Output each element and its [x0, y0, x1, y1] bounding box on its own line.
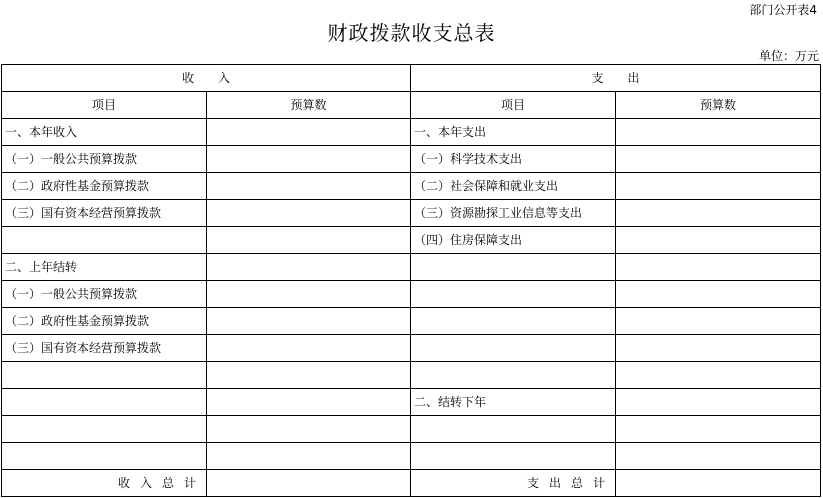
table-body [2, 65, 821, 119]
expense-item-cell [411, 254, 616, 281]
section-header-row [2, 65, 821, 92]
document-title: 财政拨款收支总表 [327, 21, 496, 45]
expense-budget-cell [616, 173, 821, 200]
table-row [2, 281, 821, 308]
income-item-cell [2, 362, 207, 389]
income-item-cell: （一）一般公共预算拨款 [2, 281, 207, 308]
expense-budget-cell [616, 200, 821, 227]
income-item-cell [2, 416, 207, 443]
income-item-cell: 二、上年结转 [2, 254, 207, 281]
table-row [2, 416, 821, 443]
expense-total-text: 支出总计 [527, 476, 616, 490]
expense-item-header: 项目 [411, 92, 616, 119]
expense-item-cell: （四）住房保障支出 [411, 227, 616, 254]
income-budget-cell [207, 227, 411, 254]
total-row [2, 470, 821, 497]
expense-item-cell: 二、结转下年 [411, 389, 616, 416]
expense-budget-cell [616, 146, 821, 173]
unit-label: 单位：万元 [758, 49, 819, 63]
expense-item-cell: （二）社会保障和就业支出 [411, 173, 616, 200]
table-row [2, 362, 821, 389]
income-total-label [2, 470, 207, 497]
expense-budget-cell [616, 281, 821, 308]
income-item-cell [2, 227, 207, 254]
table-row [2, 146, 821, 173]
expense-budget-cell [616, 254, 821, 281]
expense-item-cell [411, 335, 616, 362]
income-budget-cell [207, 146, 411, 173]
income-item-cell: （三）国有资本经营预算拨款 [2, 200, 207, 227]
income-budget-cell [207, 443, 411, 470]
income-budget-cell [207, 362, 411, 389]
expense-item-cell [411, 443, 616, 470]
totals [2, 470, 821, 497]
table-row [2, 335, 821, 362]
data-rows [2, 119, 821, 470]
income-budget-cell [207, 281, 411, 308]
expense-item-cell [411, 362, 616, 389]
income-budget-cell [207, 254, 411, 281]
expense-total-label [411, 470, 616, 497]
income-total-text: 收入总计 [117, 476, 206, 490]
income-budget-cell [207, 416, 411, 443]
table-row [2, 254, 821, 281]
table-row [2, 200, 821, 227]
table-row [2, 443, 821, 470]
expense-budget-cell [616, 362, 821, 389]
income-item-cell: （二）政府性基金预算拨款 [2, 173, 207, 200]
income-budget-cell [207, 200, 411, 227]
income-item-cell [2, 389, 207, 416]
expense-budget-cell [616, 119, 821, 146]
income-section-header: 收 入 [2, 65, 411, 92]
expense-budget-cell [616, 389, 821, 416]
expense-budget-header: 预算数 [616, 92, 821, 119]
table-row [2, 389, 821, 416]
expense-item-cell: （三）资源勘探工业信息等支出 [411, 200, 616, 227]
income-item-cell: 一、本年收入 [2, 119, 207, 146]
income-item-header: 项目 [2, 92, 207, 119]
income-budget-header: 预算数 [207, 92, 411, 119]
income-budget-cell [207, 308, 411, 335]
expense-item-cell: 一、本年支出 [411, 119, 616, 146]
expense-item-cell [411, 308, 616, 335]
income-item-cell [2, 443, 207, 470]
expense-total-value [616, 470, 821, 497]
form-code: 部门公开表4 [749, 3, 817, 17]
table-row [2, 308, 821, 335]
income-budget-cell [207, 173, 411, 200]
expense-section-header: 支 出 [411, 65, 821, 92]
income-budget-cell [207, 389, 411, 416]
expense-budget-cell [616, 335, 821, 362]
expense-budget-cell [616, 227, 821, 254]
income-budget-cell [207, 119, 411, 146]
table-row [2, 173, 821, 200]
expense-budget-cell [616, 416, 821, 443]
income-item-cell: （三）国有资本经营预算拨款 [2, 335, 207, 362]
expense-item-cell: （一）科学技术支出 [411, 146, 616, 173]
expense-budget-cell [616, 308, 821, 335]
income-item-cell: （一）一般公共预算拨款 [2, 146, 207, 173]
income-total-value [207, 470, 411, 497]
column-header-row [2, 92, 821, 119]
income-budget-cell [207, 335, 411, 362]
income-item-cell: （二）政府性基金预算拨款 [2, 308, 207, 335]
expense-budget-cell [616, 443, 821, 470]
table-row [2, 227, 821, 254]
fiscal-appropriation-table [1, 64, 821, 497]
expense-item-cell [411, 416, 616, 443]
table-row [2, 119, 821, 146]
expense-item-cell [411, 281, 616, 308]
